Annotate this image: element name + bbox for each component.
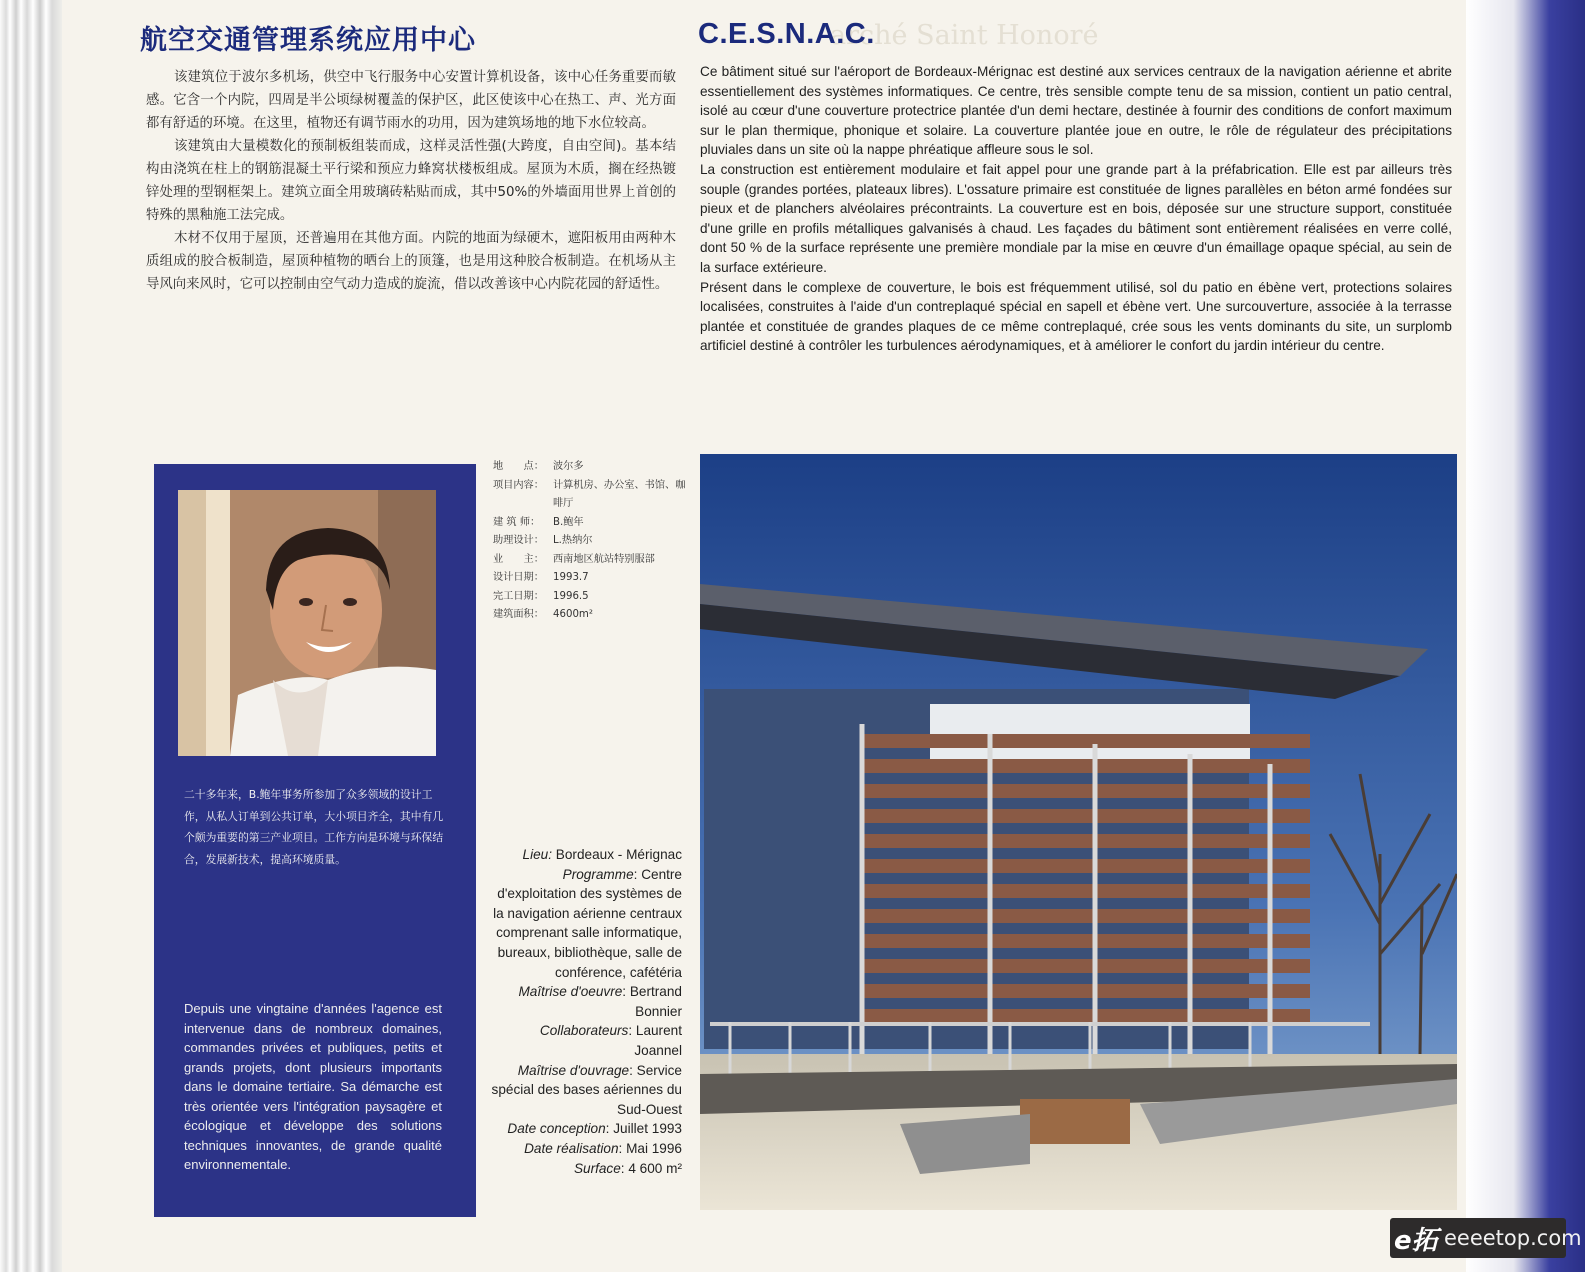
info-key: 地 点： <box>493 461 544 472</box>
info-label: Maîtrise d'ouvrage <box>517 1062 630 1078</box>
info-label: Maîtrise d'oeuvre <box>518 984 623 1000</box>
info-key: 设计日期： <box>493 572 544 583</box>
chinese-title: 航空交通管理系统应用中心 <box>140 25 476 56</box>
info-row <box>493 458 693 477</box>
info-value: 波尔多 <box>553 461 584 472</box>
bleed-through-text: arché Saint Honoré <box>830 20 1099 51</box>
info-value: Bordeaux - Mérignac <box>552 847 682 862</box>
info-row <box>493 588 693 607</box>
info-value: 计算机房、办公室、书馆、咖啡厅 <box>553 479 686 509</box>
info-value: B.鲍年 <box>553 516 584 528</box>
info-row <box>493 514 693 533</box>
chinese-paragraph: 该建筑由大量模数化的预制板组装而成，这样灵活性强(大跨度，自由空间)。基本结构由浇筑在柱上的钢筋混凝土平行梁和预应力蜂窝状楼板组成。屋顶为木质，搁在经热镀锌处理的型钢框架上。建筑立面全用玻璃砖粘贴而成，其中50%的外墙面用世界上首创的特殊的黑釉施工法完成。 <box>146 139 676 223</box>
info-key: 助理设计： <box>493 535 544 546</box>
info-row <box>493 532 693 551</box>
french-paragraph: La construction est entièrement modulaire et fait appel pour une grande part à la préfabrication. Elle est par ailleurs très souple (grandes portées, plateaux libres). L'ossature primaire est constituée de lignes parallèles en béton armé fondées sur pieux et de planchers alvéolaires précontraints. La couverture est en bois, déposée sur une structure support, constituée d'une grille en profils métalliques galvanisés à chaud. Les façades du bâtiment sont entièrement réalisées en verre collé, dont 50 % de la surface représente une première mondiale par la mise en œuvre d'un émaillage opaque spécial, au sein de la surface extérieure. <box>700 161 1452 275</box>
french-paragraph: Ce bâtiment situé sur l'aéroport de Bordeaux-Mérignac est destiné aux services centraux de la navigation aérienne et abrite essentiellement des systèmes informatiques. Ce centre, très sensible compte tenu de sa mission, contient un patio central, isolé au cœur d'une couverture protectrice plantée d'un demi hectare, destinée à fournir des conditions de confort maximum sur le plan thermique, phonique et solaire. La couverture plantée joue en outre, le rôle de régulateur des précipitations pluviales dans un site où la nappe phréatique affleure sous le sol. <box>700 64 1452 158</box>
info-value: 1996.5 <box>553 590 589 602</box>
info-key: 建筑面积： <box>493 609 544 620</box>
project-info-chinese <box>493 458 693 625</box>
info-value: 西南地区航站特别服部 <box>553 553 655 565</box>
info-entry <box>490 982 682 1021</box>
portrait-image <box>178 490 436 756</box>
info-value: : Laurent Joannel <box>628 1023 682 1058</box>
french-title: C.E.S.N.A.C. <box>698 18 875 50</box>
info-label: Date conception <box>507 1121 606 1137</box>
chinese-paragraph: 该建筑位于波尔多机场，供空中飞行服务中心安置计算机设备，该中心任务重要而敏感。它含一个内院，四周是半公顷绿树覆盖的保护区，此区使该中心在热工、声、光方面都有舒适的环境。在这里，植物还有调节雨水的功用，因为建筑场地的地下水位较高。 <box>146 70 676 131</box>
info-label: Surface <box>573 1160 621 1176</box>
architect-portrait <box>178 490 436 756</box>
bio-chinese: 二十多年来，B.鲍年事务所参加了众多领域的设计工作，从私人订单到公共订单，大小项目齐全，其中有几个颇为重要的第三产业项目。工作方向是环境与环保结合，发展新技术，提高环境质量。 <box>184 788 444 866</box>
info-value: : Mai 1996 <box>618 1140 682 1156</box>
french-paragraph: Présent dans le complexe de couverture, le bois est fréquemment utilisé, sol du patio en ébène vert, protections solaires localisées, construites à l'aide d'un contreplaqué spécial en sapell et ébène vert. Une surcouverture, associée à la terrasse plantée et constituée de grandes plaques de ce même contreplaqué, crée sous les vents dominants du site, un surplomb artificiel destiné à contrôler les turbulences aérodynamiques, et à améliorer le confort du jardin intérieur du centre. <box>700 279 1452 354</box>
info-row <box>493 606 693 625</box>
info-entry <box>490 1061 682 1120</box>
info-entry <box>490 1159 682 1179</box>
info-row <box>493 551 693 570</box>
info-entry <box>490 865 682 983</box>
info-key: 建 筑 师： <box>493 516 541 528</box>
info-label: Collaborateurs <box>539 1023 629 1039</box>
info-label: Date réalisation <box>524 1140 619 1156</box>
info-key: 完工日期： <box>493 590 544 602</box>
info-value: : 4 600 m² <box>620 1160 682 1176</box>
info-row <box>493 477 693 514</box>
info-value: : Juillet 1993 <box>605 1121 682 1137</box>
french-body <box>700 62 1452 356</box>
info-entry <box>490 1139 682 1159</box>
info-key: 项目内容： <box>493 479 544 491</box>
project-info-french <box>490 845 682 1178</box>
info-entry <box>490 1021 682 1060</box>
info-label: Programme <box>562 866 634 882</box>
watermark-text: eeeetop.com <box>1444 1226 1582 1250</box>
info-value: : Service spécial des bases aériennes du Sud-Ouest <box>491 1062 682 1117</box>
watermark-logo: e拓 <box>1394 1226 1438 1256</box>
info-value: : Bertrand Bonnier <box>622 984 682 1019</box>
info-value: : Centre d'exploitation des systèmes de la navigation aérienne centraux comprenant salle informatique, bureaux, bibliothèque, salle de conférence, cafétéria <box>493 866 682 980</box>
building-photo <box>700 454 1457 1210</box>
building-photo-image <box>700 454 1457 1210</box>
chinese-paragraph: 木材不仅用于屋顶，还普遍用在其他方面。内院的地面为绿硬木，遮阳板用由两种木质组成的胶合板制造，屋顶种植物的晒台上的顶篷，也是用这种胶合板制造。在机场从主导风向来风时，它可以控制由空气动力造成的旋流，借以改善该中心内院花园的舒适性。 <box>146 231 676 292</box>
chinese-body <box>146 66 676 296</box>
info-entry <box>490 845 682 865</box>
book-binding-edge <box>0 0 62 1272</box>
info-value: 1993.7 <box>553 572 589 583</box>
info-value: 4600m² <box>553 609 593 620</box>
info-key: 业 主： <box>493 553 544 565</box>
bio-french: Depuis une vingtaine d'années l'agence est intervenue dans de nombreux domaines, commandes privées et publiques, petits et grands projets, dont plusieurs importants dans le domaine tertiaire. Sa démarche est très orientée vers l'intégration paysagère et écologique et développe des solutions techniques innovantes, de grande qualité environnementale. <box>184 1001 442 1172</box>
info-value: L.热纳尔 <box>553 535 593 546</box>
info-entry <box>490 1119 682 1139</box>
info-row <box>493 569 693 588</box>
page-edge <box>1466 0 1585 1272</box>
info-label: Lieu: <box>522 847 553 862</box>
